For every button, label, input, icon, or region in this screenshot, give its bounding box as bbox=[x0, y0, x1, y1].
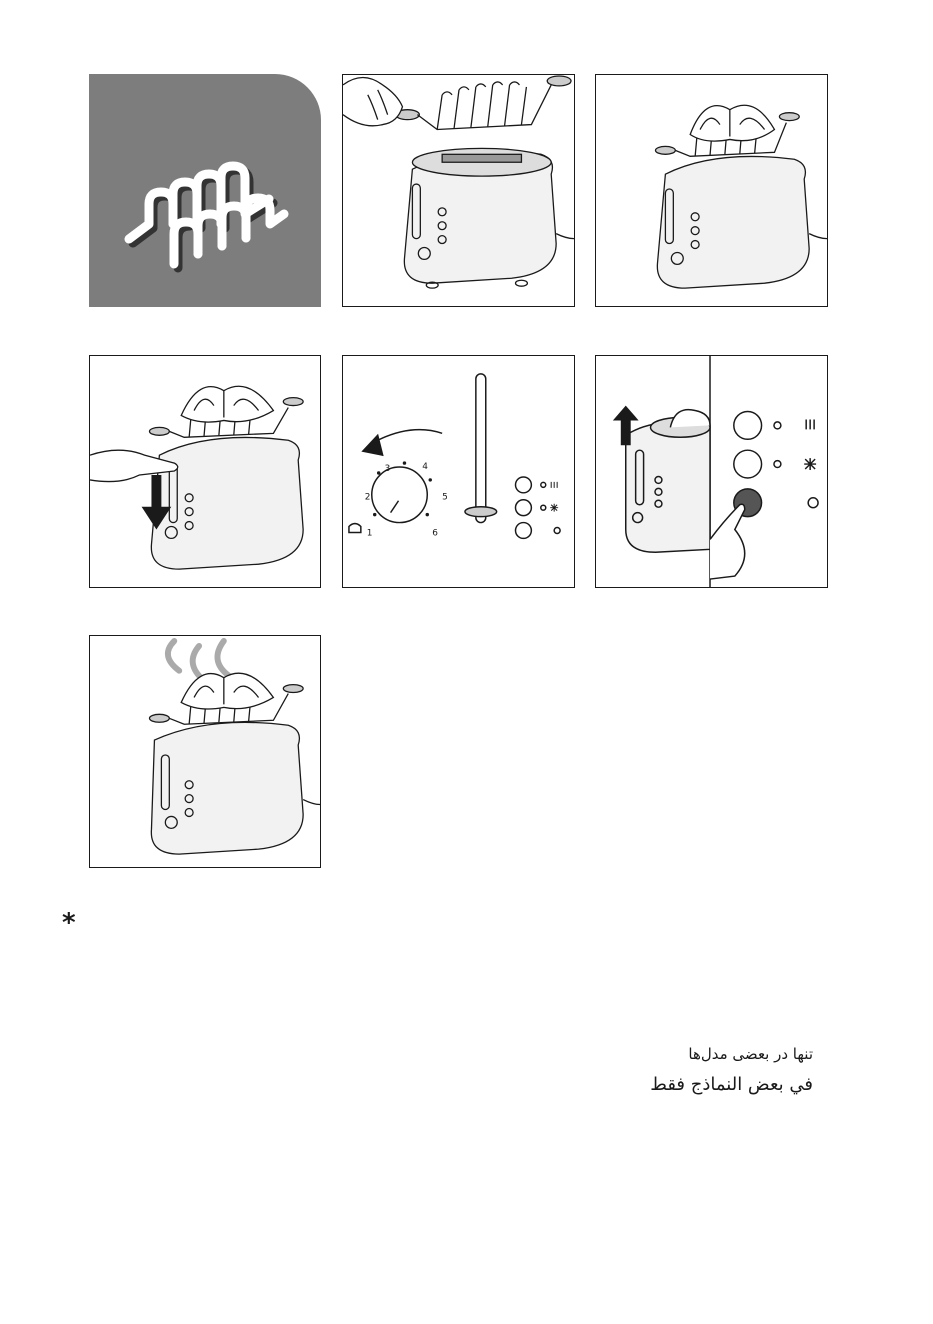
footnote-asterisk: * bbox=[62, 908, 76, 938]
footnote-persian-text: تنها در بعضی مدل‌ها bbox=[688, 1045, 813, 1063]
dial-number-5: 5 bbox=[442, 492, 448, 503]
step-1-rack-panel bbox=[89, 74, 321, 307]
dial-number-3: 3 bbox=[384, 464, 391, 475]
step-4-press-lever-panel bbox=[89, 355, 321, 588]
dial-number-6: 6 bbox=[432, 528, 438, 539]
step-6-function-buttons-panel bbox=[595, 355, 828, 588]
footnote-arabic-text: في بعض النماذج فقط bbox=[650, 1074, 813, 1095]
browning-dial-icon bbox=[343, 356, 574, 587]
dial-number-1: 1 bbox=[366, 528, 373, 539]
dial-number-2: 2 bbox=[364, 492, 371, 503]
press-lever-icon bbox=[90, 356, 320, 587]
step-7-warm-pastry-panel bbox=[89, 635, 321, 868]
step-3-rack-with-pastry-panel bbox=[595, 74, 828, 307]
attach-rack-icon bbox=[343, 75, 574, 306]
dial-number-4: 4 bbox=[422, 462, 428, 473]
warm-pastry-icon bbox=[90, 636, 320, 867]
rack-with-pastry-icon bbox=[596, 75, 827, 306]
toast-rack-icon bbox=[89, 74, 321, 307]
function-buttons-icon bbox=[596, 356, 827, 587]
step-5-browning-dial-panel bbox=[342, 355, 575, 588]
step-2-attach-rack-panel bbox=[342, 74, 575, 307]
